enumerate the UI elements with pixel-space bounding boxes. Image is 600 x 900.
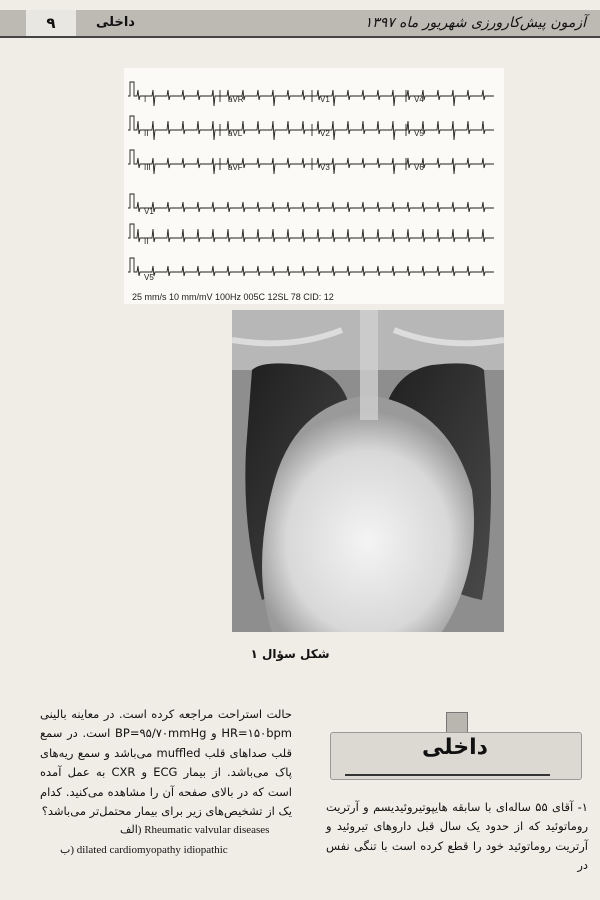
ecg-figure [124,68,504,304]
header-series-title: آزمون پیش‌کارورزی شهریور ماه ۱۳۹۷ [364,15,586,31]
section-box-title: داخلی [422,735,488,760]
ecg-lead-label: V1 [144,207,154,216]
figure-caption: شکل سؤال ۱ [250,647,330,661]
header-divider [0,36,600,38]
ecg-trace-row [128,258,494,276]
ecg-trace-row [128,224,494,242]
ecg-lead-label: aVF [228,163,243,172]
ecg-lead-label: aVR [228,95,244,104]
ecg-lead-label: aVL [228,129,243,138]
ecg-lead-label: II [144,129,149,138]
header-section-name: داخلی [96,15,135,30]
ecg-lead-label: V5 [144,273,154,282]
ecg-trace-row [128,194,494,212]
ecg-trace-row [128,82,494,106]
section-box-tab [446,712,468,734]
option-a[interactable]: الف) Rheumatic valvular diseases [120,824,270,836]
ecg-lead-label: I [144,95,147,104]
ecg-lead-label: V5 [414,129,424,138]
ecg-trace-row [128,116,494,140]
ecg-trace-row [128,150,494,174]
ecg-lead-label: V2 [320,129,330,138]
ecg-lead-label: II [144,237,149,246]
option-b[interactable]: ب) dilated cardiomyopathy idiopathic [60,844,228,856]
ecg-lead-label: V6 [414,163,424,172]
question-text: حالت استراحت مراجعه کرده است. در معاینه بالینی HR=۱۵۰bpm و BP=۹۵/۷۰mmHg است. در سمع قلب صداهای قلب muffled می‌باشد و سمع ریه‌های پاک می‌باشد. از بیمار ECG و CXR به عمل آمده است که در بالای صفحه آن را مشاهده می‌کنید. کدام یک از تشخیص‌های زیر برای بیمار محتمل‌تر می‌باشد؟ [40,707,292,819]
ecg-lead-label: III [144,163,151,172]
page-header [0,10,600,36]
ecg-lead-label: V4 [414,95,424,104]
ecg-lead-label: V3 [320,163,330,172]
ecg-traces [124,68,504,304]
section-box-underline [345,774,550,776]
ecg-lead-label: V1 [320,95,330,104]
chest-xray-image [232,310,504,632]
ecg-caption: 25 mm/s 10 mm/mV 100Hz 005C 12SL 78 CID: 12 [132,292,334,302]
page-number: ۹ [46,14,56,32]
next-question-text: ۱- آقای ۵۵ ساله‌ای با سابقه هایپوتیروئیدیسم و آرتریت روماتوئید که از حدود یک سال قبل داروهای تیروئید و آرتریت روماتوئید خود را قطع کرده است با تنگی نفس در [326,800,588,873]
